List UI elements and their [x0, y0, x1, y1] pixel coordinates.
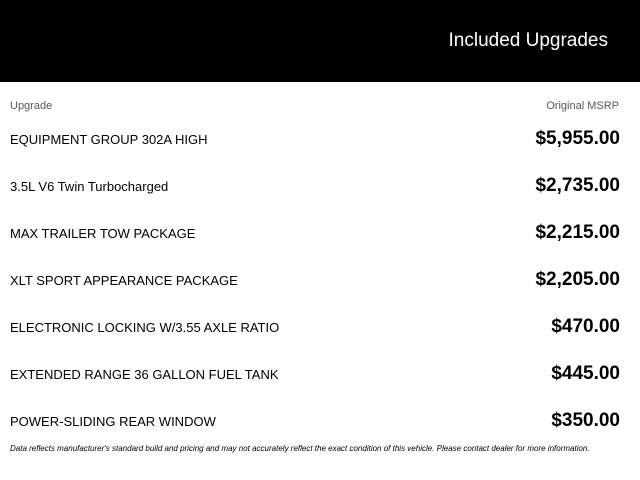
upgrade-name: MAX TRAILER TOW PACKAGE [10, 226, 196, 241]
upgrade-price: $5,955.00 [535, 128, 620, 149]
upgrade-name: EQUIPMENT GROUP 302A HIGH [10, 132, 208, 147]
upgrade-name: EXTENDED RANGE 36 GALLON FUEL TANK [10, 367, 279, 382]
list-item [0, 360, 640, 407]
upgrade-name: 3.5L V6 Twin Turbocharged [10, 179, 169, 194]
disclaimer-text: Data reflects manufacturer's standard build and pricing and may not accurately reflect the exact condition of this vehicle. Please contact dealer for more information. [10, 444, 590, 453]
list-item [0, 266, 640, 313]
header-bar [0, 0, 640, 82]
upgrade-price: $2,735.00 [535, 175, 620, 196]
upgrade-price: $445.00 [551, 363, 620, 384]
upgrade-price: $2,205.00 [535, 269, 620, 290]
column-header-msrp: Original MSRP [546, 100, 619, 112]
column-header-upgrade: Upgrade [10, 100, 53, 112]
list-item [0, 313, 640, 360]
list-item [0, 125, 640, 172]
upgrade-name: ELECTRONIC LOCKING W/3.55 AXLE RATIO [10, 320, 280, 335]
upgrade-price: $470.00 [551, 316, 620, 337]
upgrade-name: XLT SPORT APPEARANCE PACKAGE [10, 273, 238, 288]
upgrades-list [0, 125, 640, 454]
upgrade-price: $350.00 [551, 410, 620, 431]
page-title: Included Upgrades [448, 30, 608, 51]
upgrade-price: $2,215.00 [535, 222, 620, 243]
upgrade-name: POWER-SLIDING REAR WINDOW [10, 414, 216, 429]
list-item [0, 172, 640, 219]
list-item [0, 219, 640, 266]
